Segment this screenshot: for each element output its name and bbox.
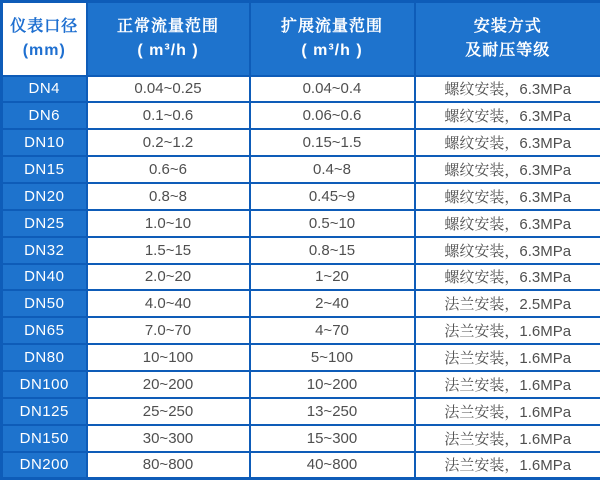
normal-range-cell: 10~100 [87,344,250,371]
header-extended-range [250,2,415,76]
header-extended-range-line2: ( m³/h ) [301,41,363,59]
extended-range-cell: 13~250 [250,398,415,425]
diameter-cell: DN25 [2,210,87,237]
diameter-cell: DN32 [2,237,87,264]
extended-range-cell: 10~200 [250,371,415,398]
normal-range-cell: 0.1~0.6 [87,102,250,129]
header-installation [415,2,600,76]
diameter-cell: DN65 [2,317,87,344]
table-row [2,371,600,398]
normal-range-cell: 4.0~40 [87,290,250,317]
table-row [2,237,600,264]
installation-cell: 螺纹安装，6.3MPa [415,183,600,210]
extended-range-cell: 2~40 [250,290,415,317]
header-installation-line2: 及耐压等级 [465,41,551,59]
table-row [2,398,600,425]
normal-range-cell: 1.0~10 [87,210,250,237]
table-row [2,183,600,210]
extended-range-cell: 0.04~0.4 [250,76,415,103]
normal-range-cell: 2.0~20 [87,264,250,291]
installation-cell: 螺纹安装，6.3MPa [415,129,600,156]
header-extended-range-line1: 扩展流量范围 [280,17,383,35]
normal-range-cell: 0.2~1.2 [87,129,250,156]
header-diameter-line2: (mm) [22,41,66,59]
extended-range-cell: 15~300 [250,425,415,452]
normal-range-cell: 20~200 [87,371,250,398]
diameter-cell: DN50 [2,290,87,317]
normal-range-cell: 80~800 [87,452,250,479]
table-row [2,425,600,452]
extended-range-cell: 0.45~9 [250,183,415,210]
table-row [2,317,600,344]
diameter-cell: DN6 [2,102,87,129]
extended-range-cell: 5~100 [250,344,415,371]
diameter-cell: DN200 [2,452,87,479]
table-body [2,76,600,479]
diameter-cell: DN40 [2,264,87,291]
extended-range-cell: 4~70 [250,317,415,344]
installation-cell: 法兰安装，1.6MPa [415,344,600,371]
table-row [2,156,600,183]
normal-range-cell: 7.0~70 [87,317,250,344]
header-installation-line1: 安装方式 [473,17,542,35]
diameter-cell: DN20 [2,183,87,210]
diameter-cell: DN15 [2,156,87,183]
installation-cell: 法兰安装，1.6MPa [415,425,600,452]
table-row [2,344,600,371]
extended-range-cell: 0.06~0.6 [250,102,415,129]
normal-range-cell: 25~250 [87,398,250,425]
header-diameter [2,2,87,76]
installation-cell: 螺纹安装，6.3MPa [415,76,600,103]
normal-range-cell: 1.5~15 [87,237,250,264]
installation-cell: 法兰安装，1.6MPa [415,317,600,344]
normal-range-cell: 30~300 [87,425,250,452]
diameter-cell: DN80 [2,344,87,371]
header-normal-range-line1: 正常流量范围 [116,17,219,35]
extended-range-cell: 1~20 [250,264,415,291]
table-row [2,76,600,103]
extended-range-cell: 0.8~15 [250,237,415,264]
diameter-cell: DN4 [2,76,87,103]
installation-cell: 螺纹安装，6.3MPa [415,102,600,129]
table-row [2,264,600,291]
diameter-cell: DN125 [2,398,87,425]
header-row [2,2,600,76]
installation-cell: 螺纹安装，6.3MPa [415,210,600,237]
installation-cell: 法兰安装，1.6MPa [415,398,600,425]
extended-range-cell: 0.4~8 [250,156,415,183]
installation-cell: 螺纹安装，6.3MPa [415,237,600,264]
installation-cell: 法兰安装，2.5MPa [415,290,600,317]
table-row [2,290,600,317]
installation-cell: 法兰安装，1.6MPa [415,371,600,398]
header-normal-range [87,2,250,76]
extended-range-cell: 40~800 [250,452,415,479]
table-row [2,102,600,129]
table-row [2,452,600,479]
installation-cell: 螺纹安装，6.3MPa [415,156,600,183]
normal-range-cell: 0.6~6 [87,156,250,183]
table-row [2,210,600,237]
diameter-cell: DN100 [2,371,87,398]
installation-cell: 螺纹安装，6.3MPa [415,264,600,291]
diameter-cell: DN10 [2,129,87,156]
installation-cell: 法兰安装，1.6MPa [415,452,600,479]
normal-range-cell: 0.8~8 [87,183,250,210]
extended-range-cell: 0.5~10 [250,210,415,237]
diameter-cell: DN150 [2,425,87,452]
table-row [2,129,600,156]
extended-range-cell: 0.15~1.5 [250,129,415,156]
header-normal-range-line2: ( m³/h ) [137,41,199,59]
header-diameter-line1: 仪表口径 [10,17,79,35]
normal-range-cell: 0.04~0.25 [87,76,250,103]
